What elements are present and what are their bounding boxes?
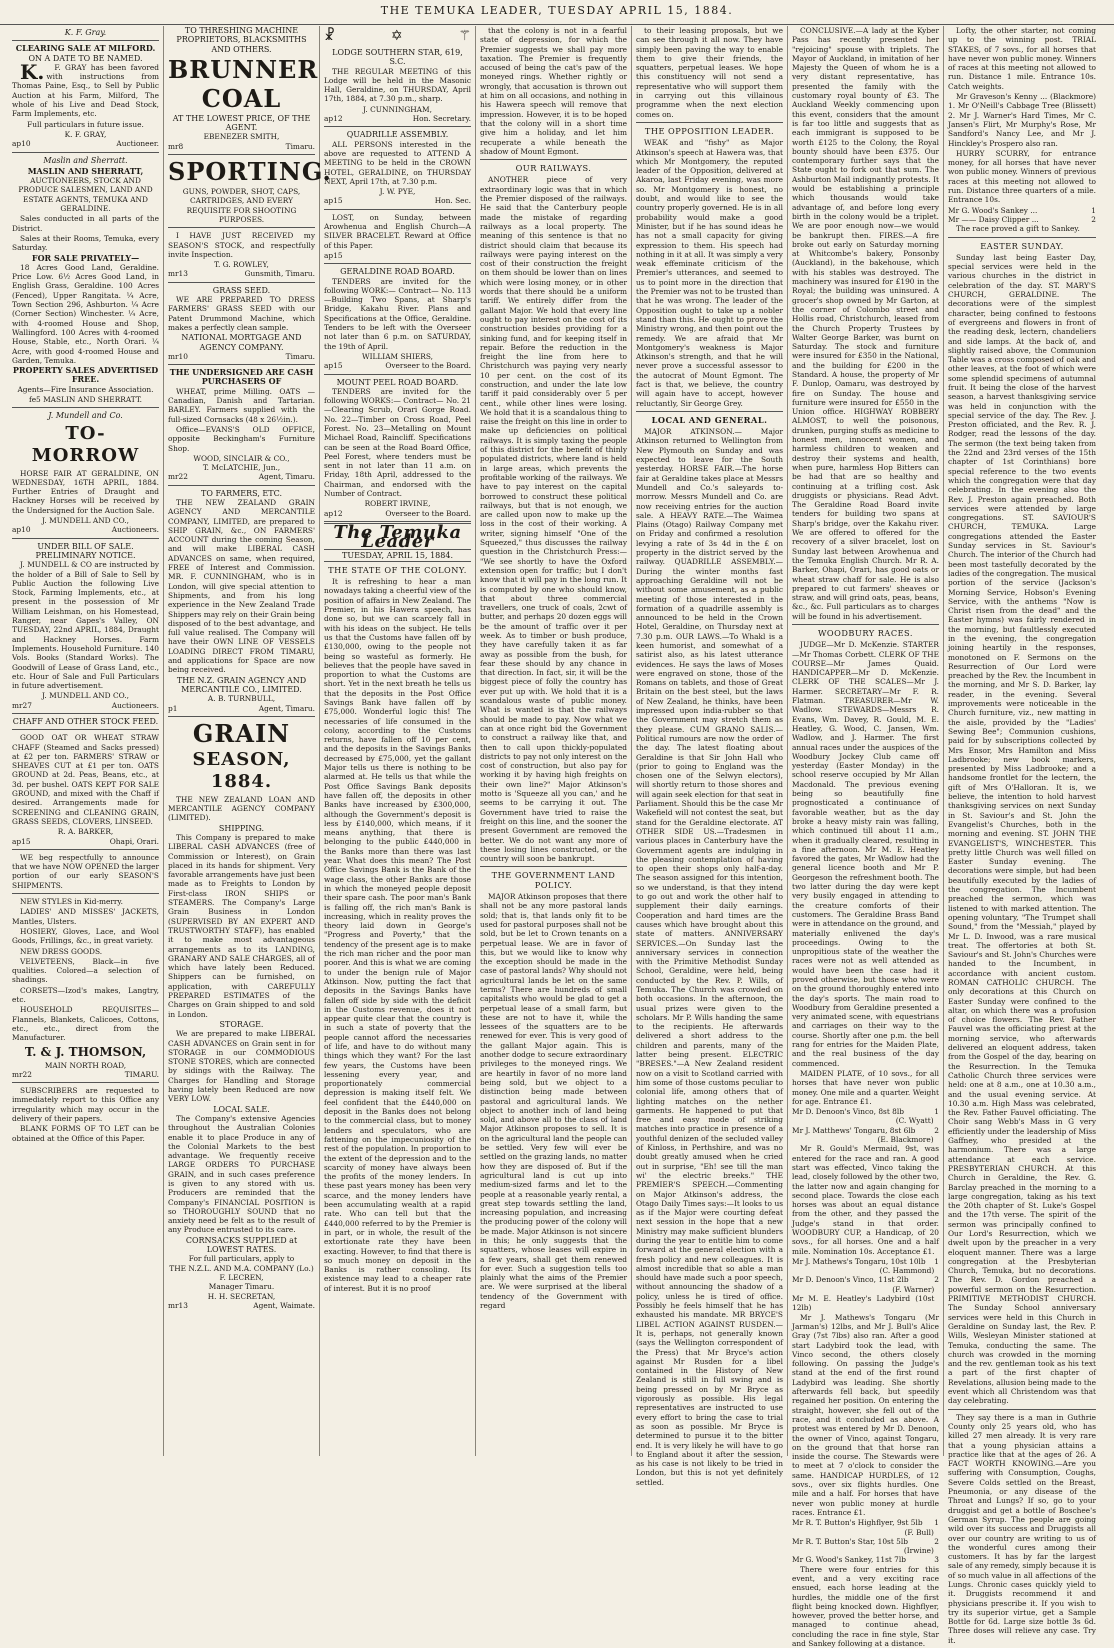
season-heading: SEASON, 1884. — [192, 748, 291, 792]
result-row — [948, 206, 1096, 215]
mount-peel-body: TENDERS are invited for the following WORKS:— Contract— No. 21—Clearing Scrub, Orari Gorge Road. No. 22—Timber on Cross Road, Peel Forest. No. 23—Metalling on Mount Michael Road, Raincliff. Specifications can be seen at the Road Board Office, Peel Forest, where tenders must be sent in not later than 11 a.m. on Friday, 18th April, addressed to the Chairman, and endorsed with the Number of Contract. — [324, 386, 471, 499]
woodbury-body: JUDGE—Mr D. McKenzie. STARTER—Mr Thomas Corbett. CLERK OF THE COURSE—Mr James Quaid. HANDICAPPER—Mr D. McKenzie. CLERK OF THE SCALES—Mr J. Harmer. SECRETARY—Mr F. R. Flatman. TREASURER—Mr W. Wadlow. STEWARDS—Messrs R. Evans, Wm. Davey, R. Gould, M. E. Heatley, G. Wood, C. Jansen, Wm. Wadlow, and J. Harmer. The first annual races under the auspices of the Woodbury Jockey Club came off yesterday (Easter Monday) in the school reserve occupied by Mr Allan Macdonald. The previous evening being so beautifully fine prognosticated a continuance of favorable weather, but as the day broke a heavy misty rain was falling, which continued till about 11 a.m., when it gradually cleared, resulting in a fine afternoon. Mr M. E. Heatley favored the gates, Mr Wadlow had the general licence booth and Mr P. Georgeson the refreshment booth. The two latter during the day were kept very busily engaged in attending to the creature comforts of their customers. The Geraldine Brass Band were in attendance on the ground, and materially enlivened the day's proceedings. Owing to the unpropitious state of the weather the races were not as well attended as would have been the case had it proved otherwise, but those who were on the ground thoroughly entered into the day's sports. The main road to Woodbury from Geraldine presented a very animated scene, with equestrians and carriages on their way to the course. Shortly after one p.m. the bell rang for entries for the Maiden Plate, and the real business of the day commenced. — [792, 640, 939, 1068]
place: 1 — [1091, 205, 1096, 215]
easter-heading: EASTER SUNDAY. — [980, 240, 1064, 251]
hurdle-body: There were four entries for this event, and a very exciting race ensued, each horse leading at the hurdles, the middle one of the first flight being knocked down. Highflyer, however, proved the better horse, and managed to continue ahead, concluding the race in fine style, Star and Sankey following at a distance. — [792, 1564, 939, 1648]
town: TIMARU. — [124, 1069, 159, 1079]
lodge-body: THE REGULAR MEETING of this Lodge will be held in the Masonic Hall, Geraldine, on THURSDAY, April 17th, 1884, at 7.30 p.m., sharp. — [324, 66, 471, 104]
newspaper-title: The Temuka Leader — [333, 521, 462, 553]
privately-heading: FOR SALE PRIVATELY— — [31, 252, 140, 263]
mclatchie-name: T. McLATCHIE, Jun., — [202, 463, 281, 473]
woodbury-heading: WOODBURY RACES. — [818, 628, 913, 638]
ref-code: ap12 — [324, 508, 343, 518]
threshing-heading: TO THRESHING MACHINE PROPRIETORS, BLACKSMITHS AND OTHERS. — [176, 26, 307, 54]
divider — [636, 411, 783, 412]
lecren-name: F. LECREN, — [219, 1272, 264, 1282]
ref-code: ap10 — [12, 525, 31, 535]
gray-note: Full particulars in future issue. — [27, 119, 144, 129]
place — [934, 1294, 939, 1313]
grass-seed-body: WE ARE PREPARED TO DRESS FARMERS' GRASS SEED with our Patent Drummond Machine, which makes a perfectly clean sample. — [168, 295, 315, 332]
smith-footer — [168, 142, 315, 151]
entry: Mr R. T. Button's Highflyer, 9st 5lb — [792, 1518, 923, 1528]
secretan-name: H. H. SECRETAN, — [207, 1291, 276, 1301]
prelim-name: J. MUNDELL AND CO., — [42, 691, 129, 701]
ref-code: ap12 — [324, 114, 343, 124]
gray-footer — [12, 139, 159, 148]
column-5 — [632, 26, 788, 1487]
land-policy-continued: to their leasing proposals, but we can see through it all now. They have simply been paving the way to enable them to give their friends, the squatters, perpetual leases. We hope this constituency will not send a representative who will support them in carrying out this villainous programme when the next election comes on. — [636, 26, 783, 119]
rowley-body: I HAVE JUST RECEIVED my SEASON'S STOCK, and respectfully invite Inspection. — [168, 231, 315, 259]
ladies-jackets: LADIES' AND MISSES' JACKETS, Mantles, Ulsters. — [12, 907, 159, 926]
land-policy-body: MAJOR Atkinson proposes that there shall not be any more pastoral lands sold; that is, that lands only fit to be used for pastoral purposes shall not be sold, but be let to Crown tenants on a perpetual lease. We are in favor of this, but we would like to know why the exception should be made in the case of pastoral lands? Why should not agricultural lands be let on the same terms? There are hundreds of small capitalists who would be glad to get a perpetual lease of a small farm, but these are not to have it, while the lessees of the squatters are to be renewed for ever. This is very good of the gallant Major again. This is another dodge to secure extraordinary privileges to the moneyed rings. We are heartily in favor of no more land being sold, but we object to a distinction being made between pastoral and agricultural lands. We object to another inch of land being sold, and above all to the class of land Major Atkinson proposes to sell. It is on the agricultural land the people can be settled. Very few will ever be settled on the grazing lands, no matter how they are disposed of. But if the agricultural land is cut up into medium-sized farms and let to the people at a reasonable yearly rental, a great step towards settling the land, increasing population, and increasing the producing power of the colony will be made. Major Atkinson is not sincere in this; he only suggests that the squatters, whose leases will expire in a few years, shall get them renewed for ever. Such a suggestion tells too plainly what the aims of the Premier are. We were surprised at the liberal tendency of the Government with regard — [480, 892, 627, 1311]
result-row — [792, 1126, 939, 1135]
clearing-sale-heading: CLEARING SALE AT MILFORD. — [15, 43, 156, 54]
shipments-body: WE beg respectfully to announce that we have NOW OPENED the larger portion of our early SEASON'S SHIPMENTS. — [12, 852, 159, 890]
nzlma-line: THE N.Z.L. AND M.A. COMPANY (Lo.) — [169, 1263, 314, 1273]
rider: (F. Warner) — [892, 1284, 935, 1294]
dress-goods: NEW DRESS GOODS. — [20, 946, 103, 956]
quadrille-body: ALL PERSONS interested in the above are requested to ATTEND A MEETING to be held in the CROWN HOTEL, GERALDINE, on THURSDAY NEXT, April 17th, at 7.30 p.m. — [324, 139, 471, 186]
divider — [12, 538, 159, 539]
divider — [12, 40, 159, 41]
divider — [168, 716, 315, 717]
irvine-footer — [324, 509, 471, 518]
nz-grain-body: THE NEW ZEALAND GRAIN AGENCY AND MERCANTILE COMPANY, LIMITED, are prepared to SHIP GRAIN, &c., ON FARMERS' ACCOUNT during the coming Season, and will make LIBERAL CASH ADVANCES on same, when required, FREE of Interest and Commission. MR. F. CUNNINGHAM, who is in London, will give special attention to Shipments, and from his long experience in the New Zealand Trade Shippers may rely on their Grain being disposed of to the best advantage, and full value realised. The Company will have their OWN LINE OF VESSELS LOADING DIRECT FROM TIMARU, and applications for Space are now being received. — [168, 497, 315, 675]
secretan-footer — [168, 1301, 315, 1310]
maslin-body: AUCTIONEERS, STOCK AND PRODUCE SALESMEN, LAND AND ESTATE AGENTS, TEMUKA AND GERALDINE. — [18, 176, 153, 214]
result-row — [792, 1135, 939, 1144]
cunningham-footer — [324, 114, 471, 123]
divider — [12, 893, 159, 894]
to-farmers-heading: TO FARMERS, ETC. — [201, 488, 282, 498]
place: 1 — [934, 1256, 939, 1266]
divider — [12, 713, 159, 714]
column-6 — [788, 26, 944, 1648]
result-row — [792, 1555, 939, 1564]
thomson-heading: T. & J. THOMSON, — [24, 1044, 147, 1059]
mundell-footer — [12, 525, 159, 534]
wood-name: WOOD, SINCLAIR & CO., — [193, 453, 290, 463]
result-row — [792, 1257, 939, 1266]
pye-name: J. W. PYE, — [379, 187, 416, 197]
land-policy-heading: THE GOVERNMENT LAND POLICY. — [491, 870, 616, 890]
hurdle-results — [792, 1518, 939, 1564]
place: 2 — [1091, 214, 1096, 224]
privately-items: 18 Acres Good Land, Geraldine. Price Low. 6½ Acres Good Land, in English Grass, Geraldine. 100 Acres (Fenced), Upper Rangitata. ¼ Acre, Town Section 296, Ashburton. ¼ Acre (Corner Section) Winchester. ¼ Acre, with 4-roomed House and Shop, Wallingford. 100 Acres with 4-roomed House, Stable, etc., North Orari. ¼ Acre, with good 4-roomed House and Garden, Temuka. — [12, 262, 159, 365]
easter-body: Sunday last being Easter Day, special services were held in the various churches in the district in celebration of the day. ST. MARY'S CHURCH, GERALDINE. The decorations were of the simplest character, being confined to festoons of evergreens and flowers in front of the reading desk, lectern, chandeliers and side lamps. At the back of, and slightly raised above, the Communion Table was a cross composed of oak and other leaves, at the foot of which were some splendid specimens of autumnal fruit. It being the close of the harvest season, a harvest thanksgiving service was held in conjunction with the special service of the day. The Rev. J. Preston officiated, and the Rev. R. J. Rodger, read the lessons of the day. The sermon (the text being taken from the 22nd and 23rd verses of the 15th chapter of 1st Corinthians) bore special reference to the two events which the congregation were that day celebrating. In the evening also the Rev. J. Preston again preached. Both services were attended by large congregations. ST. SAVIOUR'S CHURCH, TEMUKA. Large congregations attended the Easter Sunday services in St. Saviour's Church. The interior of the Church had been most tastefully decorated by the ladies of the congregation. The musical portion of the service (Jackson's Morning Service, Hobson's Evening Service, with the anthems "Now is Christ risen from the dead" and the Easter hymns) was fairly rendered in the morning, but faultlessly executed in the evening, the congregation joining heartily in the responses, monotoned on F. Sermons on the Resurrection of Our Lord were preached by the Rev. the Incumbent in the morning, and Mr S. D. Barker, lay reader, in the evening. Several improvements were noticeable in the Church furniture, viz., new matting in the aisle, provided by the "Ladies' Sewing Bee"; Communion cushions, paid for by subscriptions collected by Mrs Ensor, Mrs Hamilton and Miss Ladbrooke; new book markers, presented by Miss Ladbrooke; and a handsome frontlet for the lectern, the gift of Mrs O'Halloran. It is, we believe, the intention to hold harvest thanksgiving services on next Sunday in St. Saviour's and St. John the Evangelist's Churches, both in the morning and evening. ST. JOHN THE EVANGELIST'S, WINCHESTER. This pretty little Church was well filled on Easter Sunday evening. The decorations were simple, but had been beautifully executed by the ladies of the congregation. The Incumbent preached the sermon, which was listened to with marked attention. The opening voluntary, "The Trumpet shall Sound," from the "Messiah," played by Mr L. D. Inwood, was a rare musical treat. The offertories at both St. Saviour's and St. John's Churches were handed to the Incumbent, in accordance with ancient custom. ROMAN CATHOLIC CHURCH. The only decorations at this Church on Easter Sunday were confined to the altar, on which there was a profusion of choice flowers. The Rev. Father Fauvel was the officiating priest at the morning service, who afterwards delivered an eloquent address, taken from the Gospel of the day, bearing on the Resurrection. In the Temuka Catholic Church three services were held: one at 8 a.m., one at 10.30 a.m., and the usual evening service. At 10.30 a.m. High Mass was celebrated, the Rev. Father Fauvel officiating. The Choir sang Webb's Mass in G very efficiently under the leadership of Miss Gaffney, who presided at the harmonium. There was a large attendance at each service. PRESBYTERIAN CHURCH. At this Church in Geraldine, the Rev. G. Barclay preached in the morning to a large congregation, taking as his text the 20th chapter of St. Luke's Gospel and the 17th verse. The spirit of the sermon was principally confined to Our Lord's Resurrection, which we dwelt upon by the preacher in a very eloquent manner. There was a large congregation at the Presbyterian Church, Temuka, but no decorations. The Rev. D. Gordon preached a powerful sermon on the Resurrection. PRIMITIVE METHODIST CHURCH. The Sunday School anniversary services were held in this Church in Geraldine on Sunday last, the Rev. P. Wills, Wesleyan Minister stationed at Temuka, conducting the same. The church was crowded in the morning and the rev. gentleman took as his text a part of the first chapter of Revelations, allusion being made to the event which all Christendom was that day celebrating. — [948, 252, 1096, 1406]
role: Auctioneers. — [111, 700, 159, 710]
divider — [168, 154, 315, 155]
gray-name: K. F. GRAY, — [64, 129, 107, 139]
ref-code: mr10 — [168, 351, 188, 361]
maslin-body: Sales conducted in all parts of the District. — [12, 214, 159, 233]
rowley-footer — [168, 269, 315, 278]
coal-subheading: AT THE LOWEST PRICE, OF THE AGENT. — [172, 113, 311, 133]
mundell-signature: J. Mundell and Co. — [48, 411, 123, 421]
rider: (C. Wyatt) — [895, 1116, 934, 1126]
prelim-footer — [12, 701, 159, 710]
hurry-results — [948, 206, 1096, 225]
gray-signature: K. F. Gray. — [64, 28, 107, 37]
editorial-continued: that the colony is not in a fearful state of depression, for which the Premier suggests we shall pay more taxation. The Premier is frequently accused of being the cat's paw of the moneyed rings. Whether rightly or wrongly, that accusation is thrown out at him on all occasions, and nothing in his Hawera speech will remove that impression. However, it is to be hoped that the colony will in a short time give him a holiday, and let him recuperate a while beneath the shadow of Mount Egmont. — [480, 26, 627, 156]
quadrille-heading: QUADRILLE ASSEMBLY. — [346, 130, 449, 140]
place: 1 — [934, 1107, 939, 1117]
result-row — [792, 1528, 939, 1537]
tomorrow-heading: TO-MORROW — [31, 422, 140, 466]
result-row — [792, 1107, 939, 1116]
divider — [948, 1409, 1096, 1410]
cunningham-name: J. CUNNINGHAM, — [363, 104, 432, 114]
undersigned-heading: THE UNDERSIGNED ARE CASH PURCHASERS OF — [169, 367, 314, 387]
result-row — [792, 1285, 939, 1294]
household-requisites: HOUSEHOLD REQUISITES—Flannels, Blankets, Calicoes, Cottons, etc., etc., direct from the Manufacturer. — [12, 1005, 159, 1043]
local-general-heading: LOCAL AND GENERAL. — [651, 414, 768, 425]
masthead: THE TEMUKA LEADER, TUESDAY APRIL 15, 1884. — [0, 0, 1114, 25]
colony-heading: THE STATE OF THE COLONY. — [328, 564, 467, 575]
particulars-line: For full particulars, apply to — [188, 1254, 295, 1264]
thomson-footer — [12, 1070, 159, 1079]
entry: Mr M. E. Heatley's Ladybird (10st 12lb) — [792, 1294, 935, 1313]
ref-code: mr22 — [12, 1069, 32, 1079]
rider: (E. Blackmore) — [877, 1135, 934, 1145]
column-3 — [320, 26, 476, 1456]
geraldine-rb-body: TENDERS are invited for the following WORK:— Contract— No. 113—Building Two Spans, at Sharp's Bridge, Kakahu River. Plans and Specifications at the Office, Geraldine. Tenders to be left with the Overseer not later than 6 p.m. on SATURDAY, the 19th of April. — [324, 276, 471, 351]
place: 3 — [934, 1555, 939, 1565]
storage-body: We are prepared to make LIBERAL CASH ADVANCES on Grain sent in for STORAGE in our COMMODIOUS STONE STORES, which are connected by sidings with the Railway. The Charges for Handling and Storage having lately been Reduced are now VERY LOW. — [168, 1029, 315, 1104]
entry: Mr G. Wood's Sankey ... — [948, 205, 1038, 215]
role: Auctioneer. — [116, 139, 159, 149]
divider — [324, 209, 471, 210]
turnbull-name: A. B. TURNBULL, — [207, 694, 276, 704]
maslin-body: Sales at their Rooms, Temuka, every Saturday. — [12, 233, 159, 253]
ref-code: ap15 — [324, 196, 343, 206]
sporting-items: GUNS, POWDER, SHOT, CAPS, CARTRIDGES, AND EVERY REQUISITE FOR SHOOTING PURPOSES. — [182, 187, 301, 224]
sporting-heading: SPORTING. — [168, 157, 332, 187]
hosiery: HOSIERY, Gloves, Lace, and Wool Goods, Frillings, &c., in great variety. — [12, 926, 159, 946]
maiden-body: Mr R. Gould's Mermaid, 9st, was entered for the race and ran. A good start was effected, Vinco taking the lead, closely followed by the other two, the latter now and again changing for second place. Towards the close each horses was about an equal distance from the other, and they passed the Judge's stand in that order. WOODBURY CUP, a Handicap, of 20 sovs., for all horses. One and a half mile. Nomination 10s. Acceptance £1. — [792, 1144, 939, 1256]
divider — [12, 729, 159, 730]
result-row — [948, 215, 1096, 224]
ref-code: p1 — [168, 703, 178, 713]
mount-peel-heading: MOUNT PEEL ROAD BOARD. — [336, 377, 459, 387]
divider — [12, 152, 159, 153]
column-4 — [476, 26, 632, 1456]
role: Gunsmith, Timaru. — [244, 269, 315, 279]
town: Timaru. — [285, 141, 315, 151]
divider — [948, 237, 1096, 238]
blank-forms-notice: BLANK FORMS OF TO LET can be obtained at the Office of this Paper. — [12, 1124, 159, 1143]
divider — [12, 407, 159, 408]
cornsacks-line: CORNSACKS SUPPLIED at LOWEST RATES. — [185, 1235, 298, 1255]
nat-mort-name: NATIONAL MORTGAGE AND AGENCY COMPANY. — [181, 333, 302, 352]
divider — [168, 227, 315, 228]
place: 2 — [934, 1125, 939, 1135]
smith-name: EBENEZER SMITH, — [203, 132, 280, 142]
new-styles: NEW STYLES in Kid-merry. — [20, 897, 123, 907]
role: Hon. Sec. — [434, 196, 471, 206]
pye-footer — [324, 196, 471, 205]
railways-body: ANOTHER piece of very extraordinary logic was that in which the Premier disposed of the railways. He said that the Canterbury people made the mistake of regarding railways as a local property. The meaning of this sentence is that no district should claim that because its railways were paying interest on the cost of their construction the freight on them should be lower than on lines which were losing money, or in other words that there should be a uniform tariff. We entirely differ from the gallant Major. We hold that every line ought to pay interest on the cost of its construction besides providing for a sinking fund, and for keeping itself in repair. Before the reduction in the freight the line from here to Christchurch was paying very nearly 10 per cent. on the cost of its construction, and under the late low tariff it paid considerably over 5 per cent., while other lines were losing. We hold that it is a scandalous thing to raise the freight on this line in order to make up deficiencies on political railways. It is simply taxing the people of this district for the benefit of thinly populated districts, where land is held in large areas, which prevents the profitable working of the railways. We have to pay interest on the capital borrowed to construct these political railways, but that is not enough, we are called upon now to make up the loss in the cost of their working. A writer, signing himself "One of the Squeezed," thus discusses the railway question in the Christchurch Press:— "We see shortly to have the Oxford extension open for traffic; but I don't know that it will pay in the long run. It is computed by one who should know, that about three commercial travellers, one truck of coals, 2cwt of butter, and perhaps 20 dozen eggs will be the amount of traffic over it per week. As to timber or bush produce, they have carefully taken it as far away as possible from the bush, for fear these should by any chance in that direction. In fact, sir, it will be the biggest piece of folly the country has ever put up with. We hold that it is a scandalous waste of public money. What is wanted is that the railways should be made to pay. Now what we can at once right bid the Government to construct a railway like that, and then to call upon thickly-populated districts to pay not only interest on the cost of construction, but also pay for working it by having high freights on their own line?" Major Atkinson's motto is 'Squeeze all you can,' and he seems to be carrying it out. The Government have tried to raise the freight on this line, and the sooner the present Government are removed the better. We do not want any more of these losing lines constructed, or the country will soon be bankrupt. — [480, 175, 627, 864]
hurry-scurry: HURRY SCURRY, for entrance money, for all horses that have never won public money. Winners of previous races at this meeting not allowed to run. Distance three quarters of a mile. Entrance 10s. — [948, 148, 1096, 205]
cup-body: Mr J. Mathews's Tongaru (Mr Jarman's) 12lbs, and Mr J. Bull's Alice Gray (7st 7lbs) also ran. After a good start Ladybird took the lead, with Vinco second, the others closely following. On passing the Judge's stand at the end of the first round Ladybird was leading. She shortly afterwards fell back, but speedily regained her position. On entering the straight, however, she fell out of the race, and it concluded as above. A protest was entered by Mr D. Denoon, the owner of Vinco, against Tongaru, on the ground that that horse ran inside the course. The Stewards were to meet at 7 o'clock to consider the same. HANDICAP HURDLES, of 12 sovs., over six flights hurdles. One mile and a half. For horses that have never won public money at hurdle races. Entrance £1. — [792, 1312, 939, 1517]
rowley-name: T. G. ROWLEY, — [214, 260, 269, 270]
under-bill-heading: UNDER BILL OF SALE. — [37, 541, 134, 551]
place: 2 — [934, 1275, 939, 1285]
chaff-heading: CHAFF AND OTHER STOCK FEED. — [12, 717, 159, 726]
ref-code: ap15 — [324, 361, 343, 371]
grain-heading: GRAIN — [192, 718, 291, 748]
agents-signature: fe5 MASLIN AND SHERRATT. — [28, 394, 143, 404]
nz-loan-body: THE NEW ZEALAND LOAN AND MERCANTILE AGENCY COMPANY (LIMITED). — [168, 794, 315, 823]
role: Agent, Waimate. — [253, 1300, 315, 1310]
rider: (F. Bull) — [904, 1527, 934, 1537]
grass-seed-heading: GRASS SEED. — [212, 285, 271, 295]
entry: Mr J. Matthews' Tongaru, 8st 6lb — [792, 1125, 916, 1135]
lost-notice: LOST, on Sunday, between Arowhenua and English Church—A SILVER BRACELET. Reward at Office of this Paper. — [324, 212, 471, 250]
compass-icon: ☧ — [324, 28, 335, 45]
ref-code: ap15 — [12, 836, 31, 846]
role: Overseer to the Board. — [385, 361, 471, 371]
divider — [168, 364, 315, 365]
divider — [12, 849, 159, 850]
divider — [324, 374, 471, 375]
maslin-heading: MASLIN AND SHERRATT, — [27, 165, 144, 176]
barker-name: R. A. BARKER, — [57, 827, 114, 837]
column-2 — [164, 26, 332, 1456]
entry: Mr R. T. Button's Star, 10st 5lb — [792, 1536, 908, 1546]
irvine-name: ROBERT IRVINE, — [364, 499, 431, 509]
office-line: Office—EVANS'S OLD OFFICE, opposite Beckingham's Furniture Shop. — [168, 424, 315, 453]
corsets: CORSETS—Izod's makes, Langtry, etc. — [12, 985, 159, 1005]
result-row — [792, 1546, 939, 1555]
divider — [324, 263, 471, 264]
trial-results: Mr Graveson's Kenny ... (Blackmore) 1. Mr O'Neill's Cabbage Tree (Blissett) 2. Mr J. Warner's Hard Times, Mr C. Jansen's Flirt, Mr Murphy's Rose, Mr Sandford's Nancy Lee, and Mr J. Hinckley's Prospero also ran. — [948, 92, 1096, 148]
shipping-body: This Company is prepared to make LIBERAL CASH ADVANCES (free of Commission or Interest), on Grain placed in its hands for shipment. Very favorable arrangements have just been made as to Freights to London by First-class IRON SHIPS or STEAMERS. The Company's Large Grain Business in London (SUPERVISED BY AN EXPERT AND TRUSTWORTHY STAFF), has enabled it to make most advantageous arrangements as to its LANDING, GRANARY AND SALE CHARGES, all of which have lately been Reduced. Shippers can be furnished, on application, with CAREFULLY PREPARED ESTIMATES of the Charges on Grain shipped to and sold in London. — [168, 833, 315, 1019]
thomson-address: MAIN NORTH ROAD, — [44, 1060, 127, 1070]
ref-code: mr13 — [168, 1300, 188, 1310]
result-row — [792, 1294, 939, 1313]
result-row — [792, 1266, 939, 1275]
opposition-body: WEAK and "fishy" as Major Atkinson's speech at Hawera was, that which Mr Montgomery, the reputed leader of the Opposition, delivered at Akaroa, last Friday evening, was more so. Mr Montgomery is honest, no doubt, and would like to see the country properly governed. He is in all probability would make a good Minister, but if he has sound ideas he has not a small capacity for giving expression to them. His speech had nothing in it at all. It was simply a very weak effeminate criticism of the Premier's utterances, and seemed to us to point more in the direction that the Premier was not to be trusted than that he was wrong. The leader of the Opposition ought to take up a nobler stand than this. He ought to prove the Ministry wrong, and then point out the remedy. We are afraid that Mr Montgomery's weakness is Major Atkinson's strength, and that he will never prove a successful assessor to the autocrat of Mount Egmont. The fact is that, we believe, the country will again have to accept, however reluctantly, Sir George Grey. — [636, 138, 783, 408]
nat-mort-footer — [168, 352, 315, 361]
entry: Mr D. Denoon's Vinco, 8st 8lb — [792, 1107, 904, 1117]
role: Ohapi, Orari. — [109, 836, 159, 846]
chaff-body: GOOD OAT OR WHEAT STRAW CHAFF (Steamed and Sacks pressed) at £2 per ton. FARMERS' STRAW or SHEAVES CUT at £1 per ton. OATS GROUND at 2d. Peas, Beans, etc., at 3d. per bushel. OATS KEPT FOR SALE GROUND, and mixed with the Chaff if desired. Arrangements made for SCREENING and CLEANING GRAIN, GRASS SEEDS, CLOVERS, LINSEED. — [12, 733, 159, 826]
lecren-role: Manager Timaru. — [208, 1282, 275, 1292]
entry: Mr J. Mathews's Tongaru, 10st 10lb — [792, 1256, 926, 1266]
turnbull-footer — [168, 704, 315, 713]
coal-heading: COAL — [201, 83, 282, 113]
entry: Mr G. Wood's Sankey, 11st 7lb — [792, 1555, 906, 1565]
agents-line: Agents—Fire Insurance Association. — [17, 384, 154, 394]
divider — [168, 485, 315, 486]
lodge-heading: LODGE SOUTHERN STAR, 619, S.C. — [332, 48, 463, 67]
shiers-name: WILLIAM SHIERS, — [361, 351, 434, 361]
divider — [168, 282, 315, 283]
result-row — [792, 1537, 939, 1546]
place: 1 — [934, 1518, 939, 1528]
rider: (C. Hammond) — [879, 1266, 935, 1276]
newspaper-columns — [8, 26, 1106, 1648]
ref-code: ap10 — [12, 139, 31, 149]
role: Agent, Timaru. — [258, 472, 315, 482]
cup-results — [792, 1257, 939, 1313]
brunner-heading: BRUNNER — [168, 54, 319, 84]
divider — [480, 866, 627, 867]
local-sale-heading: LOCAL SALE. — [213, 1104, 270, 1114]
property-heading: PROPERTY SALES ADVERTISED FREE. — [12, 365, 159, 385]
storage-heading: STORAGE. — [219, 1019, 264, 1029]
role: Auctioneers. — [111, 525, 159, 535]
divider — [324, 126, 471, 127]
colony-body: It is refreshing to hear a man nowadays taking a cheerful view of the position of affairs in New Zealand. The Premier, in his Hawera speech, has done so, but we can scarcely fall in with his ideas on the subject. He tells us that the Customs have fallen off by £130,000, owing to the people not being so wasteful as formerly. He believes that the people have saved in proportion to what the Customs are short. Yet in the next breath he tells us that the deposits in the Post Office Savings Bank have fallen off by £75,000. Wonderful logic this! The necessaries of life consumed in the colony, according to the Customs returns, have fallen off 10 per cent, and the deposits in the Savings Banks decreased by £75,000, yet the gallant Major tells us there is nothing to be alarmed at. He tells us that while the Post Office Savings Bank deposits have fallen off, the deposits in other Banks have increased by £300,000, although the Government's deposit is less by £140,000, which means, if it means anything, that there is belonging to the public £440,000 in the Banks more than there was last year. What does this mean? The Post Office Savings Bank is the Bank of the wage class, the other Banks are those in which the moneyed people deposit their spare cash. The poor man's Bank is falling off, the rich man's Bank is increasing, which in reality proves the theory laid down in George's "Progress and Poverty," that the tendency of the present age is to make the rich man richer and the poor man poorer. And this is what we are coming to under the benign rule of Major Atkinson. Now, putting the fact that deposits in the Savings Banks have fallen off side by side with the deficit in the Customs revenue, does it not appear quite clear that the country is in such a state of poverty that the people cannot afford the necessaries of life, and have to do without many things which they want? For the last few years, the Customs have been lessening every year, and proportionately commercial depression is making itself felt. We feel confident that the £440,000 on deposit in the Banks does not belong to the commercial class, but to money lenders and speculators, who are fattening on the impecuniosity of the rest of the population. In proportion to the extent of the depression and to the scarcity of money have always been the profits of the money lenders. In these past years money has been very scarce, and the money lenders have been accumulating wealth at a rapid rate. Who can tell but that the £440,000 referred to by the Premier is in part, or in whole, the result of the extortionate rate they have been exacting. However, to find that there is so much money on deposit in the Banks is rather consoling. Its existence may lead to a cheaper rate of interest. But it is no proof — [324, 577, 471, 1293]
town: Timaru. — [285, 351, 315, 361]
races-continued: Lofty, the other starter, not coming up to the winning post. TRIAL STAKES, of 7 sovs., for all horses that have never won public money. Winners of races at this meeting not allowed to run. Distance 1 mile. Entrance 10s. Catch weights. — [948, 26, 1096, 91]
railways-heading: OUR RAILWAYS. — [515, 163, 592, 174]
gray-body: K.F. GRAY has been favored with instructions from Thomas Paine, Esq., to Sell by Public Auction at his Farm, Milford, The whole of his Live and Dead Stock, Farm Implements, etc. — [12, 59, 159, 119]
hurry-note: The race proved a gift to Sankey. — [956, 224, 1080, 234]
result-row — [792, 1275, 939, 1284]
velveteens: VELVETEENS, Black—in five qualities. Colored—a selection of shadings. — [12, 956, 159, 985]
shipping-heading: SHIPPING. — [218, 823, 265, 833]
rider: (Irwine) — [903, 1546, 934, 1556]
geraldine-rb-heading: GERALDINE ROAD BOARD. — [340, 267, 455, 277]
maiden-plate: MAIDEN PLATE, of 10 sovs., for all horses that have never won public money. One mile and a quarter. Weight for age. Entrance £1. — [792, 1068, 939, 1106]
barker-footer — [12, 837, 159, 846]
column-1 — [8, 26, 164, 1456]
lodge-emblems — [324, 28, 471, 46]
result-row — [792, 1518, 939, 1527]
mundell-name: J. MUNDELL AND CO., — [42, 516, 129, 526]
subscribers-notice: SUBSCRIBERS are requested to immediately report to this Office any irregularity which may occur in the delivery of their papers. — [12, 1086, 159, 1123]
wheat-body: WHEAT, prime Milling. OATS — Canadian, Danish and Tartarian. BARLEY. Farmers supplied with the full-sized Cornsacks (48 x 26½in.). — [168, 386, 315, 424]
ref-code: mr27 — [12, 700, 32, 710]
role: Agent, Timaru. — [258, 703, 315, 713]
divider — [480, 159, 627, 160]
ref-code: mr8 — [168, 141, 184, 151]
role: Hon. Secretary. — [412, 114, 471, 124]
prelim-heading: PRELIMINARY NOTICE. — [35, 550, 136, 560]
divider — [792, 624, 939, 625]
prelim-body: J. MUNDELL & CO are instructed by the holder of a Bill of Sale to Sell by Public Auction the following Live Stock, Farming Implements, etc., at present in the possession of Mr William Leishman, on his Homestead, Ranger, near Gapes's Valley, ON TUESDAY, 22nd APRIL, 1884, Draught and Hackney Horses. Farm Implements. Household Furniture. 140 Vols. Books (Standard Works). The Goodwill of Lease of Grass Land, etc., etc. Hour of Sale and Full Particulars in future advertisement. — [12, 560, 159, 691]
maiden-results — [792, 1107, 939, 1144]
issue-date: TUESDAY, APRIL 15, 1884. — [324, 549, 471, 562]
place: 2 — [934, 1536, 939, 1546]
entry: Mr D. Denoon's Vinco, 11st 2lb — [792, 1275, 909, 1285]
divider — [636, 122, 783, 123]
role: Overseer to the Board. — [385, 508, 471, 518]
nz-grain-signature: THE N.Z. GRAIN AGENCY AND MERCANTILE CO., LIMITED. — [176, 675, 307, 694]
horse-fair-body: HORSE FAIR AT GERALDINE, ON WEDNESDAY, 16TH APRIL, 1884. Further Entries of Draught and Hackney Horses will be received by the Undersigned for the Auction Sale. — [12, 468, 159, 515]
local-general-body: MAJOR ATKINSON.— Major Atkinson returned to Wellington from New Plymouth on Sunday and was expected to leave for the South yesterday. HORSE FAIR.—The horse fair at Geraldine takes place at Messrs Mundell and Co.'s saleyards to-morrow. Messrs Mundell and Co. are now receiving entries for the auction sale. A HEAVY RATE.—The Waimea Plains (Otago) Railway Company met on Friday and confirmed a resolution levying a rate of 3s 4d in the £ on property in the district served by the railway. QUADRILLE ASSEMBLY.—During the winter months fast approaching Geraldine will not be without some amusement, as a public meeting of those interested in the formation of a quadrille assembly is announced to be held in the Crown Hotel, Geraldine, on Thursday next at 7.30 p.m. OUR LAWS.—To Whakl is a keen humorist, and somewhat of a satirist also, as his latest utterance evidences. He says the laws of Moses were engraved on stone, those of the Romans on tablets, and those of Great Britain on the best steel, but the laws of New Zealand, he thinks, have been impressed upon india-rubber so that the Government may stretch them as they please. CUM GRANO SALIS.—Political rumours are now the order of the day. The latest floating about Geraldine is that Sir John Hall who (prior to going to England was the chosen one of the Selwyn electors), will shortly return to those shores and will again seek election for that seat in Parliament. Should this be the case Mr Wakefield will not contest the seat, but stand for the Geraldine electorate. AT OTHER SIDE US.—Tradesmen in various places in Canterbury have the Government agents are indulging in the pleasing contemplation of having to open their shops only half-a-day. The season assigned for this intention, so we understand, is that they intend to go out and work the other half to supplement their daily earnings. Cooperation and hard times are the causes which have brought about this state of matters. ANNIVERSARY SERVICES.—On Sunday last the anniversary services in connection with the Primitive Methodist Sunday School, Geraldine, were held, being conducted by the Rev. P. Wills, of Temuka. The Church was crowded on both occasions. In the afternoon, the usual prizes were given to the scholars. Mr P. Wills handing the same to the recipients. He afterwards delivered a short address to the children and parents, many of the latter being present. ELECTRIC "BRESES."—A New Zealand resident now on a visit to Scotland carried with him some of those customs peculiar to colonial life, among others that of lighting matches on the nether garments. He happened to put that free and easy mode of striking matches into practice in presence of a youthful denizen of the secluded valley of Kinloss, in Perthshire, and was no doubt greatly amused when he cried out in surprise, "Eh! see till the man wi' the electric breeks." THE PREMIER'S SPEECH.—Commenting on Major Atkinson's address, the Otago Daily Times says:—It looks to us as if the Major were courting defeat next session in the hope that a new Ministry may make sufficient blunders during the year to entitle him to come forward at the general election with a fresh policy and new colleagues. It is almost incredible that so able a man should have made such a poor speech, without announcing the shadow of a policy, unless he is tired of office. Possibly he feels himself that he has exhausted his mandate. MR BRYCE'S LIBEL ACTION AGAINST RUSDEN.—It is, perhaps, not generally known (says the Wellington correspondent of the Press) that Mr Bryce's action against Mr Rusden for a libel contained in the History of New Zealand is still in full swing and is being pressed on by Mr Bryce as vigorously as possible. His legal representatives are instructed to use every effort to bring the case to trial as soon as possible. Mr Bryce is determined to pursue it to the bitter end. It is very likely he will have to go to England about it after the session, as his case is not likely to be tried in London, but this is not yet definitely settled. — [636, 427, 783, 1487]
coughs-advert: They say there is a man in Guthrie County only 25 years old, who has killed 27 men already. It is very rare that a young physician attains a practice like that at the ages of 26. A FACT WORTH KNOWING.—Are you suffering with Consumption, Coughs, Severe Colds settled on the Breast, Pneumonia, or any disease of the Throat and Lungs? If so, go to your druggist and get a bottle of Boschee's German Syrup. The people are going wild over its success and Druggists all over our country are writing to us of the wonderful cures among their customers. It has by far the largest sale of any remedy, simply because it is of so much value in all affections of the Lungs. Chronic cases quickly yield to it. Druggists recommend it and physicians prescribe it. If you wish to try its superior virtue, get a Sample Bottle for 6d. Large size bottle 3s 6d. Three doses will relieve any case. Try it. — [948, 1412, 1096, 1645]
wood-footer — [168, 472, 315, 481]
opposition-heading: THE OPPOSITION LEADER. — [644, 125, 775, 136]
local-general-continued: CONCLUSIVE.—A lady at the Kyber Pass has recently presented her "rejoicing" spouse with triplets. The Mayor of Auckland, in imitation of her Majesty the Queen of whom he is a very distant representative, has presented the family with the customary royal bounty of £3. The Auckland Weekly commencing upon this event, considers that the amount is far too little and suggests that as each immigrant is supposed to be worth £125 to the Colony, the Royal bounty should have been £375. Our contemporary further says that the State ought to fork out that sum. The Ashburton Mail indignantly protests. It would be establishing a principle which thousands would take advantage of, and before long every birth in the colony would be a triplet. We are poor enough now—we would be bankrupt then. FIRES.—A fire broke out early on Saturday morning at Whitcombe's bakery, Ponsonby (Auckland), in the bakehouse, which with his stables was destroyed. The machinery was insured for £190 in the Royal; the building was uninsured. A grocer's shop owned by Mr Garton, at the corner of Colombo street and Hollis road, Christchurch, leased from the Church Property Trustees by Walter George Barker, was burnt on Saturday. The stock and furniture were insured for £350 in the National, and the building for £200 in the Standard. A house, the property of Mr F. Dunlop, Oamaru, was destroyed by fire on Sunday. The house and furniture were insured for £550 in the Union office. HIGHWAY ROBBERY ALMOST, to well the poisonous, drunken, purging stuffs as medicine to honest men, innocent women, and harmless children to weaken and destroy their systems and health, when pure, harmless Hop Bitters can be had that are so healthy and continuing at a trifling cost. Ask druggists or physicians. Read Advt. The Geraldine Road Board invite tenders for building two spans at Sharp's bridge, over the Kakahu river. We are offered to offered for the recovery of a silver bracelet, lost on Sunday last between Arowhenua and the Temuka English Church. Mr R. A. Barker, Ohapi, Orari, has good oats or wheat straw chaff for sale. He is also prepared to cut farmers' sheaves or straw, and will grind oats, peas, beans, &c., &c. Full particulars as to charges will be found in his advertisement. — [792, 26, 939, 621]
ref-code: mr13 — [168, 269, 188, 279]
shiers-footer — [324, 361, 471, 370]
divider — [12, 1082, 159, 1083]
column-7 — [944, 26, 1100, 1645]
star-icon: ✡ — [390, 28, 403, 45]
entry: Mr —— Daisy Clipper ... — [948, 214, 1039, 224]
ref-code: mr22 — [168, 472, 188, 482]
ref-code: ap15 — [324, 250, 343, 260]
maslin-signature: Maslin and Sherratt. — [43, 155, 128, 165]
staff-icon: ⚚ — [458, 28, 471, 45]
local-sale-body: The Company's extensive Agencies throughout the Australian Colonies enable it to place Produce in any of the Colonial Markets to the best advantage. We frequently receive LARGE ORDERS TO PURCHASE GRAIN, and in such cases preference is given to any stored with us. Producers are reminded that the Company's FINANCIAL POSITION is so THOROUGHLY SOUND that no anxiety need be felt as to the result of any Produce entrusted to its care. — [168, 1113, 315, 1235]
clearing-sale-subheading: ON A DATE TO BE NAMED. — [28, 53, 143, 63]
result-row — [792, 1116, 939, 1125]
